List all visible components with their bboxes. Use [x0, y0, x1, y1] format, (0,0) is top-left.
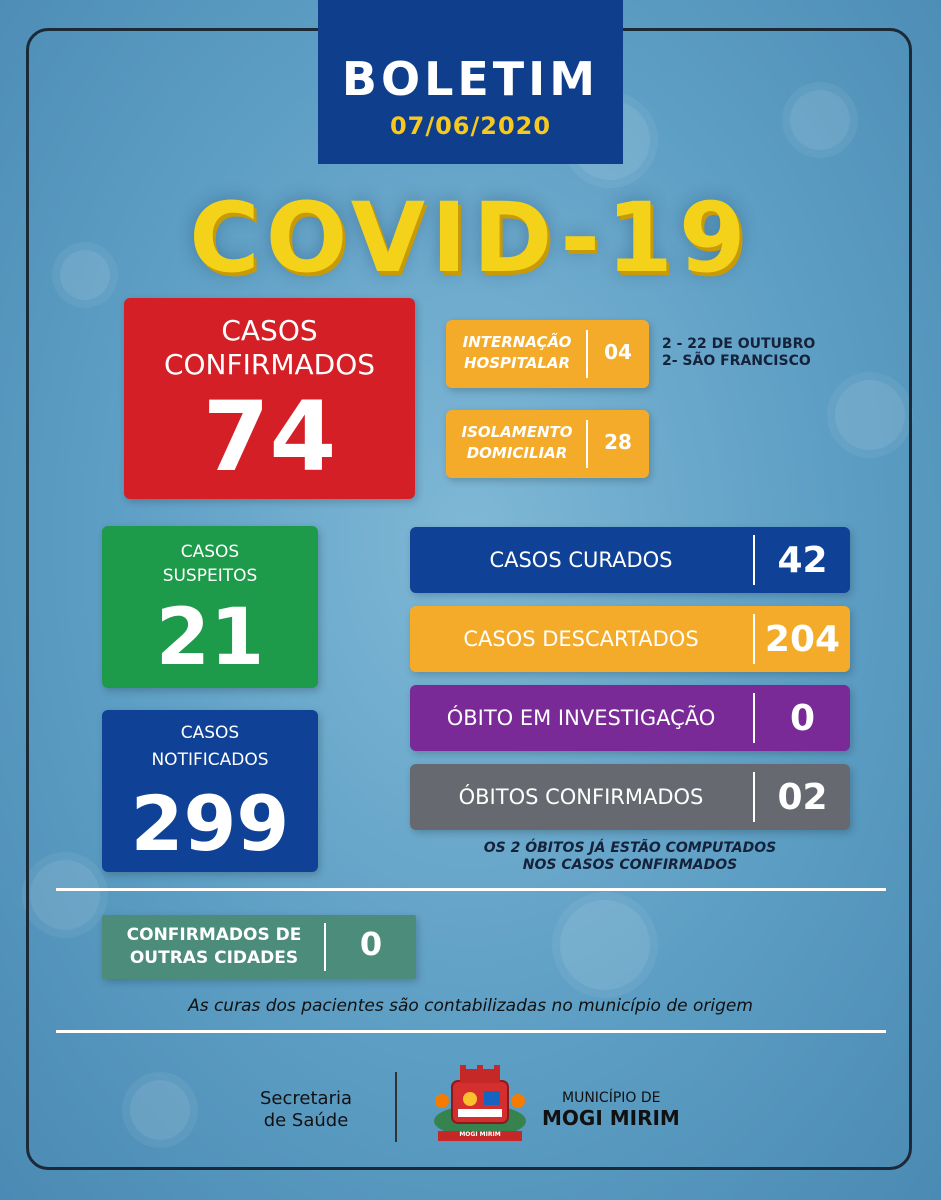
- other-cities-label-line2: OUTRAS CIDADES: [129, 948, 299, 968]
- covid-headline: COVID-19: [189, 182, 752, 294]
- municipality-line2: MOGI MIRIM: [542, 1106, 680, 1130]
- deaths-note: [410, 840, 850, 874]
- bulletin-date: 07/06/2020: [389, 112, 552, 140]
- footnote: As curas dos pacientes são contabilizadas no município de origem: [188, 996, 753, 1016]
- health-department-line2: de Saúde: [263, 1110, 349, 1131]
- suspected-label-line2: SUSPEITOS: [162, 566, 258, 586]
- other-cities-label-line1: CONFIRMADOS DE: [126, 925, 302, 945]
- hospital-note: [662, 336, 815, 370]
- isolation-card: [446, 410, 649, 478]
- confirmed-label-line1: CASOS: [221, 314, 318, 347]
- hospital-label-line2: HOSPITALAR: [463, 354, 571, 372]
- cured-cases-row: [410, 527, 850, 593]
- discarded-cases-row: [410, 606, 850, 672]
- other-cities-value: 0: [359, 925, 383, 963]
- hospital-value: 04: [604, 340, 632, 364]
- confirmed-deaths-row: [410, 764, 850, 830]
- deaths-value: 02: [777, 776, 828, 818]
- isolation-label-line1: ISOLAMENTO: [461, 423, 573, 441]
- health-department-line1: Secretaria: [260, 1088, 352, 1109]
- notified-cases-card: [102, 710, 318, 872]
- deaths-note-line1: OS 2 ÓBITOS JÁ ESTÃO COMPUTADOS: [483, 840, 777, 856]
- suspected-label-line1: CASOS: [180, 542, 240, 562]
- investigation-value: 0: [789, 697, 816, 739]
- bulletin-header: [318, 0, 623, 164]
- hospital-note-line1: 2 - 22 DE OUTUBRO: [662, 336, 816, 352]
- investigation-label: ÓBITO EM INVESTIGAÇÃO: [446, 706, 716, 730]
- confirmed-value: 74: [202, 381, 337, 493]
- notified-value: 299: [130, 779, 290, 868]
- hospital-note-line2: 2- SÃO FRANCISCO: [662, 353, 811, 369]
- footer-separator: [395, 1072, 397, 1142]
- health-department: [250, 1088, 362, 1132]
- municipality-name: [542, 1090, 680, 1130]
- other-cities-card: [102, 915, 416, 979]
- suspected-cases-card: [102, 526, 318, 688]
- cured-value: 42: [777, 539, 828, 581]
- deaths-note-line2: NOS CASOS CONFIRMADOS: [522, 857, 738, 873]
- hospital-label-line1: INTERNAÇÃO: [462, 333, 572, 351]
- isolation-label-line2: DOMICILIAR: [466, 444, 568, 462]
- bulletin-title: BOLETIM: [341, 52, 600, 106]
- confirmed-label-line2: CONFIRMADOS: [163, 348, 376, 381]
- discarded-value: 204: [764, 618, 841, 660]
- divider-bottom: [56, 1030, 886, 1033]
- notified-label-line2: NOTIFICADOS: [151, 750, 269, 770]
- deaths-under-investigation-row: [410, 685, 850, 751]
- suspected-value: 21: [155, 593, 265, 683]
- divider-top: [56, 888, 886, 891]
- notified-label-line1: CASOS: [180, 723, 240, 743]
- crest-banner-text: MOGI MIRIM: [459, 1131, 501, 1138]
- hospital-card: [446, 320, 649, 388]
- discarded-label: CASOS DESCARTADOS: [463, 627, 699, 651]
- isolation-value: 28: [604, 430, 632, 454]
- municipality-line1: MUNICÍPIO DE: [562, 1090, 661, 1106]
- cured-label: CASOS CURADOS: [489, 548, 673, 572]
- deaths-label: ÓBITOS CONFIRMADOS: [458, 785, 704, 809]
- confirmed-cases-card: [124, 298, 415, 499]
